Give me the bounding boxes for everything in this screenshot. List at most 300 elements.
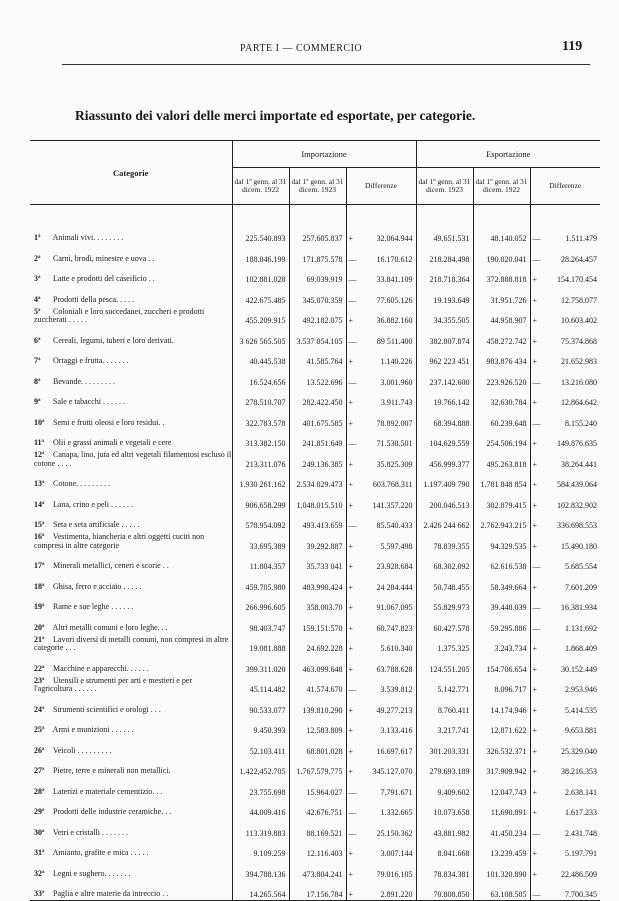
export-diff-sign: + bbox=[532, 644, 538, 653]
import-1923-cell: 282.422.450 bbox=[289, 387, 346, 408]
import-diff-value: 35.825.309 bbox=[376, 459, 413, 469]
export-1923-cell: 104.629.559 bbox=[416, 428, 473, 449]
import-1923-cell: 17.156.784 bbox=[289, 879, 346, 900]
category-label: Lavori diversi di metalli comuni, non compresi in altre categorie . . . bbox=[34, 634, 229, 652]
export-1922-cell: 14.174.946 bbox=[473, 695, 530, 716]
category-label: Utensili e strumenti per arti e mestieri e per l'agricoltura . . . . . . bbox=[34, 675, 193, 693]
import-1923-cell: 15.964.027 bbox=[289, 777, 346, 798]
import-diff-cell bbox=[346, 387, 416, 408]
export-diff-sign: + bbox=[532, 275, 538, 284]
category-label: Coloniali e loro succedanei, zuccheri e prodotti zuccherati . . . . . bbox=[34, 306, 205, 324]
export-diff-value: 336.698.553 bbox=[557, 521, 598, 530]
category-label: Prodotti della pesca. . . . . bbox=[53, 294, 135, 304]
export-1922-cell: 94.329.535 bbox=[473, 531, 530, 552]
import-diff-cell bbox=[346, 859, 416, 880]
import-diff-cell bbox=[346, 715, 416, 736]
import-1923-cell: 358.003.70 bbox=[289, 592, 346, 613]
category-number: 7ª bbox=[34, 356, 41, 365]
import-1923-cell: 493.413.659 bbox=[289, 510, 346, 531]
export-diff-cell bbox=[530, 572, 600, 593]
import-1922-cell: 225.540.893 bbox=[232, 223, 289, 244]
export-diff-cell bbox=[530, 633, 600, 654]
category-cell bbox=[30, 797, 232, 818]
category-number: 18ª bbox=[34, 581, 45, 591]
category-cell bbox=[30, 572, 232, 593]
export-diff-value: 7.601.209 bbox=[565, 582, 598, 592]
export-1923-cell: 456.999.377 bbox=[416, 449, 473, 470]
import-diff-value: 16.170.612 bbox=[376, 254, 413, 264]
import-diff-cell bbox=[346, 510, 416, 531]
header-export-1922: dal 1º genn. al 31 dicem. 1922 bbox=[473, 168, 530, 205]
export-diff-value: 12.864.642 bbox=[561, 398, 598, 407]
category-number: 24ª bbox=[34, 704, 45, 714]
import-diff-cell bbox=[346, 613, 416, 634]
export-diff-value: 584.439.064 bbox=[557, 480, 598, 489]
header-rule bbox=[62, 64, 590, 65]
export-1923-cell: 60.427.578 bbox=[416, 613, 473, 634]
export-diff-sign: + bbox=[532, 398, 538, 407]
export-1922-cell: 32.630.784 bbox=[473, 387, 530, 408]
export-1922-cell: 41.450.234 bbox=[473, 818, 530, 839]
export-diff-sign: + bbox=[532, 459, 538, 469]
import-diff-sign: + bbox=[348, 234, 354, 243]
import-1923-cell: 463.099.648 bbox=[289, 654, 346, 675]
header-export-diff: Differenze bbox=[530, 168, 600, 205]
export-1922-cell: 48.140.052 bbox=[473, 223, 530, 244]
category-cell bbox=[30, 859, 232, 880]
export-diff-value: 1.511.479 bbox=[565, 234, 598, 243]
export-diff-value: 102.832.902 bbox=[557, 500, 598, 510]
category-cell bbox=[30, 551, 232, 572]
import-1922-cell: 322.783.578 bbox=[232, 408, 289, 429]
export-1922-cell: 223.926.520 bbox=[473, 367, 530, 388]
table-row bbox=[30, 387, 600, 408]
export-diff-value: 2.953.946 bbox=[565, 685, 598, 694]
import-1923-cell: 39.292.887 bbox=[289, 531, 346, 552]
import-1922-cell: 188.046.199 bbox=[232, 244, 289, 265]
import-diff-sign: + bbox=[348, 767, 354, 776]
category-number: 14ª bbox=[34, 499, 45, 509]
import-diff-value: 1.140.226 bbox=[380, 357, 413, 366]
export-1923-cell: 68.394.888 bbox=[416, 408, 473, 429]
export-diff-sign: + bbox=[532, 521, 538, 530]
import-1923-cell: 401.675.585 bbox=[289, 408, 346, 429]
category-cell bbox=[30, 244, 232, 265]
category-number: 2ª bbox=[34, 253, 41, 263]
category-cell bbox=[30, 387, 232, 408]
import-1922-cell: 422.675.485 bbox=[232, 285, 289, 306]
export-diff-value: 16.381.934 bbox=[561, 603, 598, 612]
running-head: PARTE I — COMMERCIO bbox=[240, 43, 363, 54]
export-diff-cell bbox=[530, 613, 600, 634]
category-label: Prodotti delle industrie ceramiche. . . bbox=[53, 807, 172, 816]
export-diff-cell bbox=[530, 428, 600, 449]
export-1923-cell: 124.551.205 bbox=[416, 654, 473, 675]
category-cell bbox=[30, 490, 232, 511]
export-diff-value: 154.170.454 bbox=[557, 275, 598, 284]
export-1922-cell: 983.876 434 bbox=[473, 346, 530, 367]
import-diff-value: 603.768.311 bbox=[372, 480, 413, 489]
import-diff-sign: + bbox=[348, 541, 354, 551]
import-diff-sign: — bbox=[348, 787, 357, 797]
export-diff-value: 15.490.180 bbox=[561, 541, 598, 551]
import-diff-cell bbox=[346, 838, 416, 859]
category-label: Pietre, terre e minerali non metallici. bbox=[53, 766, 171, 775]
export-1922-cell: 8.096.717 bbox=[473, 674, 530, 695]
export-1922-cell: 12.047.743 bbox=[473, 777, 530, 798]
import-diff-value: 141.357.220 bbox=[372, 500, 413, 510]
table-row bbox=[30, 490, 600, 511]
export-1923-cell: 55.829.973 bbox=[416, 592, 473, 613]
export-1922-cell: 2.762.943.215 bbox=[473, 510, 530, 531]
export-diff-sign: — bbox=[532, 603, 541, 612]
import-diff-value: 78.892.007 bbox=[376, 418, 413, 428]
category-number: 23ª bbox=[34, 675, 45, 685]
category-cell bbox=[30, 408, 232, 429]
import-diff-cell bbox=[346, 695, 416, 716]
page-title: Riassunto dei valori delle merci importate ed esportate, per categorie. bbox=[75, 108, 476, 123]
export-1923-cell: 43.881.982 bbox=[416, 818, 473, 839]
category-cell bbox=[30, 510, 232, 531]
category-label: Legni e sughero. . . . . . . bbox=[53, 868, 131, 878]
import-diff-value: 3.001.960 bbox=[380, 377, 413, 387]
table-row bbox=[30, 305, 600, 326]
category-number: 19ª bbox=[34, 602, 45, 611]
import-diff-sign: + bbox=[348, 562, 354, 571]
export-1923-cell: 8.760.411 bbox=[416, 695, 473, 716]
export-diff-cell bbox=[530, 408, 600, 429]
category-number: 28ª bbox=[34, 786, 45, 796]
category-number: 27ª bbox=[34, 766, 45, 775]
import-diff-cell bbox=[346, 879, 416, 900]
export-1923-cell: 237.142.600 bbox=[416, 367, 473, 388]
import-1923-cell: 2.534 029.473 bbox=[289, 469, 346, 490]
import-1923-cell: 1.767.579.775 bbox=[289, 756, 346, 777]
import-1922-cell: 278.510.707 bbox=[232, 387, 289, 408]
import-1922-cell: 98.403.747 bbox=[232, 613, 289, 634]
table-body bbox=[30, 205, 600, 901]
import-1922-cell: 44.009.416 bbox=[232, 797, 289, 818]
import-diff-cell bbox=[346, 264, 416, 285]
category-label: Armi e munizioni . . . . . . bbox=[52, 725, 134, 734]
category-number: 29ª bbox=[34, 807, 45, 816]
import-1922-cell: 11.804.357 bbox=[232, 551, 289, 572]
export-diff-sign: — bbox=[532, 828, 541, 838]
table-row bbox=[30, 244, 600, 265]
export-diff-cell bbox=[530, 490, 600, 511]
import-diff-value: 71.530.501 bbox=[376, 439, 413, 448]
export-1922-cell: 44.958.907 bbox=[473, 305, 530, 326]
export-1923-cell: 218.284.498 bbox=[416, 244, 473, 265]
import-1923-cell: 1.048.015.510 bbox=[289, 490, 346, 511]
category-number: 16ª bbox=[34, 532, 45, 541]
export-1922-cell: 11.690.891 bbox=[473, 797, 530, 818]
category-label: Carni, brodi, minestre e uova . . bbox=[53, 253, 155, 263]
export-diff-sign: + bbox=[532, 480, 538, 489]
export-1923-cell: 382.807.874 bbox=[416, 326, 473, 347]
header-import-1923: dal 1º genn. al 31 dicem. 1923 bbox=[289, 168, 346, 205]
category-number: 6ª bbox=[34, 335, 41, 345]
import-diff-value: 345.127.070 bbox=[372, 767, 413, 776]
category-label: Strumenti scientifici e orologi . . . bbox=[53, 704, 161, 714]
header-export-1923: dal 1º genn. al 31 dicem. 1923 bbox=[416, 168, 473, 205]
import-1923-cell: 249.136.385 bbox=[289, 449, 346, 470]
import-diff-value: 16.697.617 bbox=[376, 746, 413, 756]
export-1923-cell: 10.073.658 bbox=[416, 797, 473, 818]
table-row bbox=[30, 613, 600, 634]
import-diff-sign: + bbox=[348, 890, 354, 899]
category-cell bbox=[30, 838, 232, 859]
category-number: 26ª bbox=[34, 745, 45, 755]
category-cell bbox=[30, 715, 232, 736]
import-diff-value: 2.891.220 bbox=[380, 890, 413, 899]
export-1922-cell: 1.781 848 854 bbox=[473, 469, 530, 490]
export-diff-sign: + bbox=[532, 726, 538, 735]
category-label: Veicoli . . . . . . . . . bbox=[52, 745, 112, 755]
table-row bbox=[30, 449, 600, 470]
import-1923-cell: 69.039.919 bbox=[289, 264, 346, 285]
table-row bbox=[30, 674, 600, 695]
export-1923-cell: 200.046.513 bbox=[416, 490, 473, 511]
category-number: 4ª bbox=[34, 294, 41, 304]
export-diff-sign: + bbox=[532, 664, 538, 674]
import-diff-value: 5.597.498 bbox=[380, 541, 413, 551]
table-row bbox=[30, 346, 600, 367]
table-row bbox=[30, 551, 600, 572]
import-1923-cell: 257.605.837 bbox=[289, 223, 346, 244]
import-1922-cell: 102.881.028 bbox=[232, 264, 289, 285]
export-diff-cell bbox=[530, 449, 600, 470]
export-diff-sign: — bbox=[532, 418, 541, 428]
header-esportazione: Esportazione bbox=[416, 141, 600, 168]
category-number: 8ª bbox=[34, 376, 41, 386]
category-cell bbox=[30, 285, 232, 306]
export-1923-cell: 68.302.092 bbox=[416, 551, 473, 572]
export-1923-cell: 301.203.331 bbox=[416, 736, 473, 757]
import-1922-cell: 23.755.698 bbox=[232, 777, 289, 798]
import-diff-sign: + bbox=[348, 746, 354, 756]
export-diff-cell bbox=[530, 818, 600, 839]
export-1922-cell: 12.871.622 bbox=[473, 715, 530, 736]
import-diff-cell bbox=[346, 244, 416, 265]
import-diff-cell bbox=[346, 531, 416, 552]
export-diff-sign: + bbox=[532, 500, 538, 510]
export-diff-sign: + bbox=[532, 869, 538, 879]
import-1922-cell: 14.265.564 bbox=[232, 879, 289, 900]
import-diff-sign: + bbox=[348, 603, 354, 612]
export-1922-cell: 317.909.942 bbox=[473, 756, 530, 777]
import-diff-sign: — bbox=[348, 828, 357, 838]
import-1922-cell: 906.658.299 bbox=[232, 490, 289, 511]
import-diff-value: 5.610.340 bbox=[380, 644, 413, 653]
import-diff-value: 3.911.743 bbox=[380, 398, 413, 407]
category-number: 11ª bbox=[34, 438, 44, 447]
export-diff-cell bbox=[530, 531, 600, 552]
import-1923-cell: 492.182.075 bbox=[289, 305, 346, 326]
export-1923-cell: 5.142.771 bbox=[416, 674, 473, 695]
category-label: Olii e grassi animali e vegetali e cere bbox=[53, 438, 172, 447]
import-diff-sign: — bbox=[348, 808, 357, 817]
import-1922-cell: 9.109.259 bbox=[232, 838, 289, 859]
export-diff-value: 21.652.983 bbox=[561, 357, 598, 366]
import-diff-sign: + bbox=[348, 726, 354, 735]
import-1923-cell: 345.070.359 bbox=[289, 285, 346, 306]
export-diff-sign: + bbox=[532, 439, 538, 448]
import-diff-sign: — bbox=[348, 439, 357, 448]
import-1923-cell: 68.801.028 bbox=[289, 736, 346, 757]
import-diff-cell bbox=[346, 756, 416, 777]
import-1922-cell: 399.311.020 bbox=[232, 654, 289, 675]
export-diff-value: 149.876.635 bbox=[557, 439, 598, 448]
import-diff-sign: + bbox=[348, 500, 354, 510]
export-1922-cell: 190.020.041 bbox=[473, 244, 530, 265]
export-diff-value: 1.131.692 bbox=[565, 623, 598, 633]
export-1923-cell: 1.197.409 790 bbox=[416, 469, 473, 490]
header-importazione: Importazione bbox=[232, 141, 416, 168]
import-1923-cell: 241.851.649 bbox=[289, 428, 346, 449]
import-diff-value: 3.007.144 bbox=[380, 849, 413, 858]
import-1923-cell: 12.116.403 bbox=[289, 838, 346, 859]
table-row bbox=[30, 838, 600, 859]
export-diff-cell bbox=[530, 346, 600, 367]
export-1923-cell: 8.041.668 bbox=[416, 838, 473, 859]
category-number: 1ª bbox=[34, 233, 41, 242]
import-diff-cell bbox=[346, 777, 416, 798]
import-diff-cell bbox=[346, 654, 416, 675]
table-row bbox=[30, 736, 600, 757]
page-number: 119 bbox=[562, 39, 583, 54]
import-diff-sign: + bbox=[348, 582, 354, 592]
import-1923-cell: 41.574.670 bbox=[289, 674, 346, 695]
category-number: 22ª bbox=[34, 663, 45, 673]
category-number: 25ª bbox=[34, 725, 45, 734]
export-1922-cell: 62.616.538 bbox=[473, 551, 530, 572]
export-diff-cell bbox=[530, 551, 600, 572]
category-number: 12ª bbox=[34, 450, 45, 459]
import-diff-cell bbox=[346, 633, 416, 654]
import-1923-cell: 171.875.578 bbox=[289, 244, 346, 265]
import-1922-cell: 113.319.883 bbox=[232, 818, 289, 839]
export-diff-sign: + bbox=[532, 746, 538, 756]
export-diff-sign: + bbox=[532, 787, 538, 797]
category-number: 5ª bbox=[34, 306, 41, 316]
import-diff-sign: — bbox=[348, 685, 357, 694]
import-diff-sign: — bbox=[348, 254, 357, 264]
export-1923-cell: 1.375.325 bbox=[416, 633, 473, 654]
category-cell bbox=[30, 449, 232, 470]
import-1922-cell: 394.788.136 bbox=[232, 859, 289, 880]
import-1922-cell: 9.450.393 bbox=[232, 715, 289, 736]
category-label: Semi e frutti oleosi e loro residui. . bbox=[53, 417, 165, 427]
import-1922-cell: 578.954.092 bbox=[232, 510, 289, 531]
export-diff-value: 2.431.748 bbox=[565, 828, 598, 838]
import-1922-cell: 3 626 565.505 bbox=[232, 326, 289, 347]
header-categorie: Categorie bbox=[30, 141, 232, 205]
export-diff-value: 22.486.509 bbox=[561, 869, 598, 879]
export-1922-cell: 154.706.654 bbox=[473, 654, 530, 675]
table-row bbox=[30, 797, 600, 818]
import-diff-sign: + bbox=[348, 869, 354, 879]
table-row bbox=[30, 777, 600, 798]
export-diff-value: 7.700.345 bbox=[565, 890, 598, 899]
export-1922-cell: 13.239.459 bbox=[473, 838, 530, 859]
import-diff-cell bbox=[346, 367, 416, 388]
export-diff-cell bbox=[530, 469, 600, 490]
export-diff-value: 5.685.554 bbox=[565, 562, 598, 571]
export-diff-cell bbox=[530, 367, 600, 388]
import-diff-value: 77.605.126 bbox=[376, 295, 413, 305]
import-1922-cell: 52.103.411 bbox=[232, 736, 289, 757]
export-1922-cell: 59.295.886 bbox=[473, 613, 530, 634]
import-diff-sign: + bbox=[348, 849, 354, 858]
import-diff-sign: — bbox=[348, 377, 357, 387]
category-label: Ghisa, ferro e acciaio . . . . . bbox=[53, 581, 142, 591]
category-number: 9ª bbox=[34, 397, 41, 406]
export-1923-cell: 70.808.850 bbox=[416, 879, 473, 900]
import-diff-cell bbox=[346, 449, 416, 470]
import-diff-value: 33.841.109 bbox=[376, 275, 413, 284]
export-diff-value: 25.329.040 bbox=[561, 746, 598, 756]
category-number: 15ª bbox=[34, 520, 45, 529]
export-1922-cell: 372.888.818 bbox=[473, 264, 530, 285]
import-diff-value: 23.928.684 bbox=[376, 562, 413, 571]
category-cell bbox=[30, 592, 232, 613]
export-diff-cell bbox=[530, 510, 600, 531]
import-diff-cell bbox=[346, 223, 416, 244]
import-diff-value: 25.150.362 bbox=[376, 828, 413, 838]
table-row bbox=[30, 264, 600, 285]
export-diff-cell bbox=[530, 736, 600, 757]
category-number: 13ª bbox=[34, 479, 45, 488]
header-import-diff: Differenze bbox=[346, 168, 416, 205]
export-diff-sign: + bbox=[532, 849, 538, 858]
export-1923-cell: 9.409.602 bbox=[416, 777, 473, 798]
export-diff-cell bbox=[530, 756, 600, 777]
export-1922-cell: 58.349.664 bbox=[473, 572, 530, 593]
export-diff-sign: + bbox=[532, 685, 538, 694]
export-diff-cell bbox=[530, 838, 600, 859]
category-cell bbox=[30, 531, 232, 552]
table-row bbox=[30, 756, 600, 777]
export-1923-cell: 19.193.649 bbox=[416, 285, 473, 306]
import-diff-sign: — bbox=[348, 521, 357, 530]
import-1922-cell: 90.533.077 bbox=[232, 695, 289, 716]
export-diff-value: 9.653.881 bbox=[565, 726, 598, 735]
import-diff-sign: + bbox=[348, 418, 354, 428]
table-row bbox=[30, 223, 600, 244]
category-cell bbox=[30, 695, 232, 716]
import-diff-cell bbox=[346, 408, 416, 429]
table-row bbox=[30, 879, 600, 900]
import-1923-cell: 159.151.570 bbox=[289, 613, 346, 634]
import-diff-cell bbox=[346, 797, 416, 818]
import-diff-cell bbox=[346, 469, 416, 490]
export-diff-value: 8.155.240 bbox=[565, 418, 598, 428]
export-diff-cell bbox=[530, 654, 600, 675]
table-row bbox=[30, 285, 600, 306]
export-1922-cell: 326.532.371 bbox=[473, 736, 530, 757]
import-1922-cell: 45.114.482 bbox=[232, 674, 289, 695]
category-number: 21ª bbox=[34, 634, 45, 644]
category-cell bbox=[30, 613, 232, 634]
import-1922-cell: 40.445.538 bbox=[232, 346, 289, 367]
export-diff-value: 1.868.409 bbox=[565, 644, 598, 653]
export-diff-cell bbox=[530, 715, 600, 736]
category-number: 33ª bbox=[34, 889, 45, 898]
import-diff-cell bbox=[346, 572, 416, 593]
export-1923-cell: 218.718.364 bbox=[416, 264, 473, 285]
table-row bbox=[30, 510, 600, 531]
